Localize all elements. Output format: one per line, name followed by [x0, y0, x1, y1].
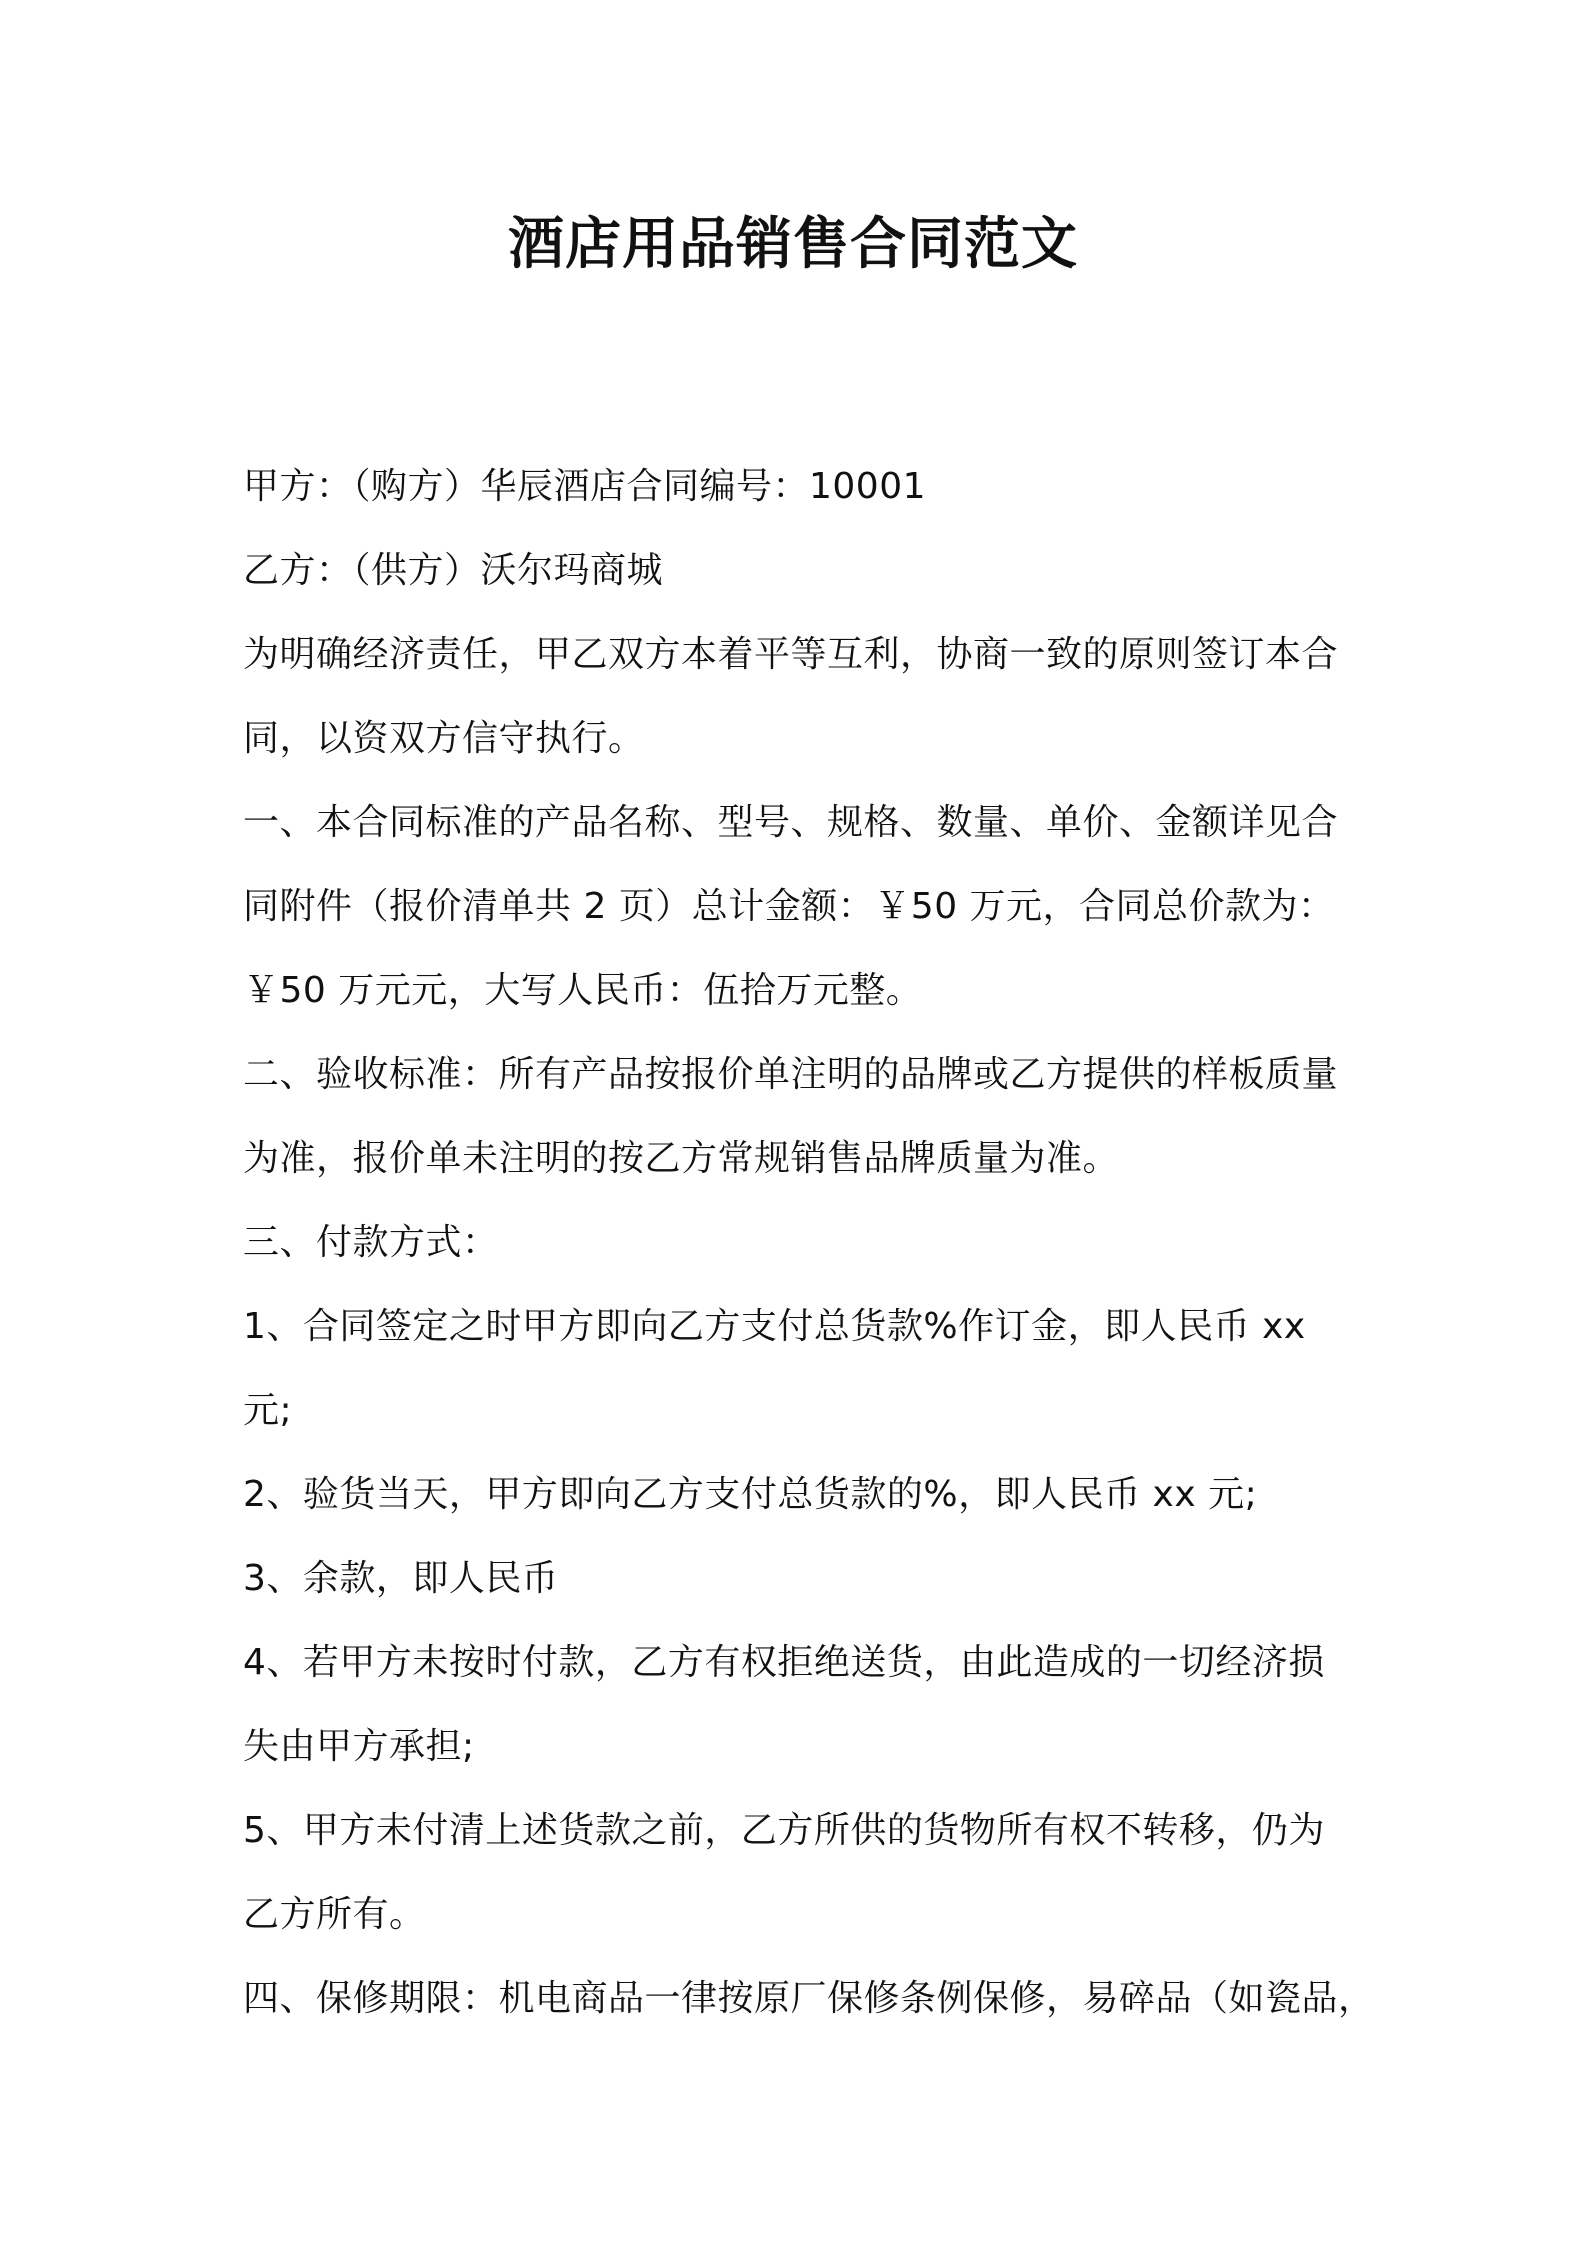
party-a-line: 甲方：（购方）华辰酒店合同编号：10001 — [243, 466, 927, 507]
payment-item-3: 3、余款，即人民币 — [243, 1558, 559, 1599]
payment-item-1: 元; — [243, 1390, 293, 1431]
preamble-line: 同，以资双方信守执行。 — [243, 718, 645, 759]
clause-2-line: 二、验收标准：所有产品按报价单注明的品牌或乙方提供的样板质量 — [243, 1054, 1339, 1095]
clause-1-line: ￥50 万元元，大写人民币：伍拾万元整。 — [243, 970, 923, 1011]
party-b-line: 乙方：（供方）沃尔玛商城 — [243, 550, 664, 591]
document-body — [243, 445, 1375, 2041]
payment-item-4: 失由甲方承担; — [243, 1726, 475, 1767]
document-title: 酒店用品销售合同范文 — [508, 212, 1078, 277]
clause-1-line: 一、本合同标准的产品名称、型号、规格、数量、单价、金额详见合 — [243, 802, 1339, 843]
clause-1-line: 同附件（报价清单共 2 页）总计金额：￥50 万元，合同总价款为： — [243, 886, 1335, 927]
payment-item-1: 1、合同签定之时甲方即向乙方支付总货款%作订金，即人民币 xx — [243, 1306, 1306, 1347]
clause-3-heading: 三、付款方式： — [243, 1222, 499, 1263]
payment-item-4: 4、若甲方未按时付款，乙方有权拒绝送货，由此造成的一切经济损 — [243, 1642, 1325, 1683]
payment-item-2: 2、验货当天，甲方即向乙方支付总货款的%，即人民币 xx 元; — [243, 1474, 1258, 1515]
preamble-line: 为明确经济责任，甲乙双方本着平等互利，协商一致的原则签订本合 — [243, 634, 1339, 675]
payment-item-5: 5、甲方未付清上述货款之前，乙方所供的货物所有权不转移，仍为 — [243, 1810, 1325, 1851]
clause-2-line: 为准，报价单未注明的按乙方常规销售品牌质量为准。 — [243, 1138, 1120, 1179]
clause-4-line: 四、保修期限：机电商品一律按原厂保修条例保修，易碎品（如瓷品， — [243, 1978, 1375, 2019]
payment-item-5: 乙方所有。 — [243, 1894, 426, 1935]
